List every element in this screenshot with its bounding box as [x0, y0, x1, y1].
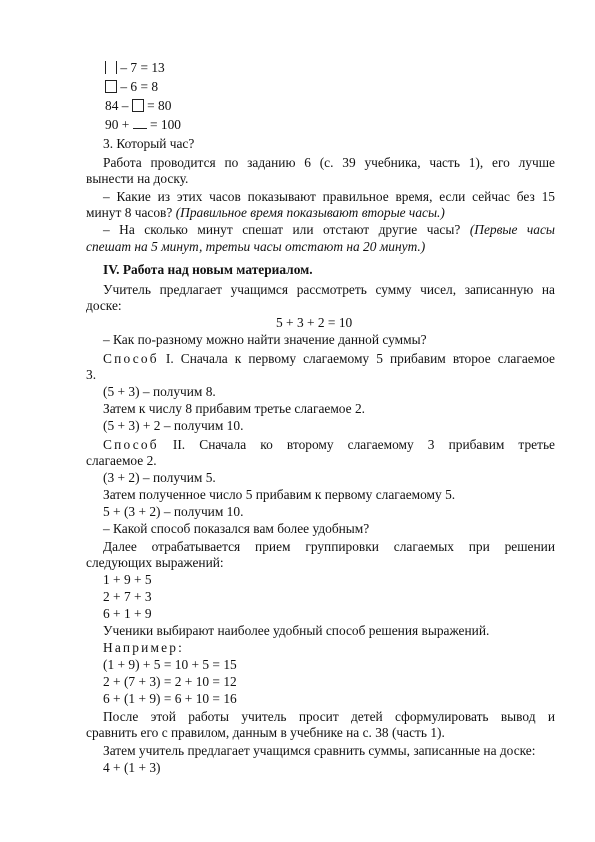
paragraph: Далее отрабатывается прием группировки слагаемых при решении: [103, 539, 555, 554]
calc-line: 5 + (3 + 2) – получим 10.: [103, 504, 244, 519]
calc-line: Затем к числу 8 прибавим третье слагаемое 2.: [103, 401, 365, 416]
method-2: Способ II. Сначала ко второму слагаемому 3 прибавим третье: [103, 437, 555, 452]
example-line: 2 + (7 + 3) = 2 + 10 = 12: [103, 674, 237, 689]
exercise-1: – 7 = 13: [105, 60, 165, 76]
expression: 4 + (1 + 3): [103, 760, 161, 775]
method-1: 3.: [86, 367, 97, 382]
example-line: (1 + 9) + 5 = 10 + 5 = 15: [103, 657, 237, 672]
example-label: Например:: [103, 640, 185, 655]
answer-note: спешат на 5 минут, третьи часы отстают на 20 минут.): [86, 239, 426, 254]
method-2: слагаемое 2.: [86, 453, 157, 468]
paragraph: вынести на доску.: [86, 171, 189, 186]
list-item: 2 + 7 + 3: [103, 589, 152, 604]
paragraph: Учитель предлагает учащимся рассмотреть сумму чисел, записанную на: [103, 282, 555, 297]
answer-blank-line: [133, 119, 147, 129]
method-1: Способ I. Сначала к первому слагаемому 5 прибавим второе слагаемое: [103, 351, 555, 366]
calc-line: (5 + 3) + 2 – получим 10.: [103, 418, 244, 433]
example-line: 6 + (1 + 9) = 6 + 10 = 16: [103, 691, 237, 706]
question: – Какие из этих часов показывают правильное время, если сейчас без 15: [103, 189, 555, 204]
paragraph: Работа проводится по заданию 6 (с. 39 учебника, часть 1), его лучше: [103, 155, 555, 170]
question: минут 8 часов? (Правильное время показывают вторые часы.): [86, 205, 445, 220]
calc-line: Затем полученное число 5 прибавим к первому слагаемому 5.: [103, 487, 456, 502]
answer-blank-box: [132, 99, 144, 112]
paragraph: следующих выражений:: [86, 555, 224, 570]
question: – Как по-разному можно найти значение данной суммы?: [103, 332, 427, 347]
expression: 5 + 3 + 2 = 10: [276, 315, 353, 330]
list-item: 6 + 1 + 9: [103, 606, 152, 621]
paragraph: Затем учитель предлагает учащимся сравнить суммы, записанные на доске:: [103, 743, 536, 758]
answer-blank-box: [105, 80, 117, 93]
clock-heading: 3. Который час?: [103, 136, 195, 151]
paragraph: доске:: [86, 298, 122, 313]
calc-line: (5 + 3) – получим 8.: [103, 384, 216, 399]
paragraph: сравнить его с правилом, данным в учебнике на с. 38 (часть 1).: [86, 725, 445, 740]
exercise-2: – 6 = 8: [105, 79, 158, 95]
question: – Какой способ показался вам более удобным?: [103, 521, 370, 536]
answer-blank-box: [105, 61, 117, 74]
question: – На сколько минут спешат или отстают другие часы? (Первые часы: [103, 222, 555, 237]
calc-line: (3 + 2) – получим 5.: [103, 470, 216, 485]
list-item: 1 + 9 + 5: [103, 572, 152, 587]
paragraph: После этой работы учитель просит детей сформулировать вывод и: [103, 709, 555, 724]
exercise-4: 90 + = 100: [105, 117, 182, 132]
exercise-3: 84 – = 80: [105, 98, 172, 113]
section-heading: IV. Работа над новым материалом.: [103, 262, 313, 277]
paragraph: Ученики выбирают наиболее удобный способ решения выражений.: [103, 623, 490, 638]
